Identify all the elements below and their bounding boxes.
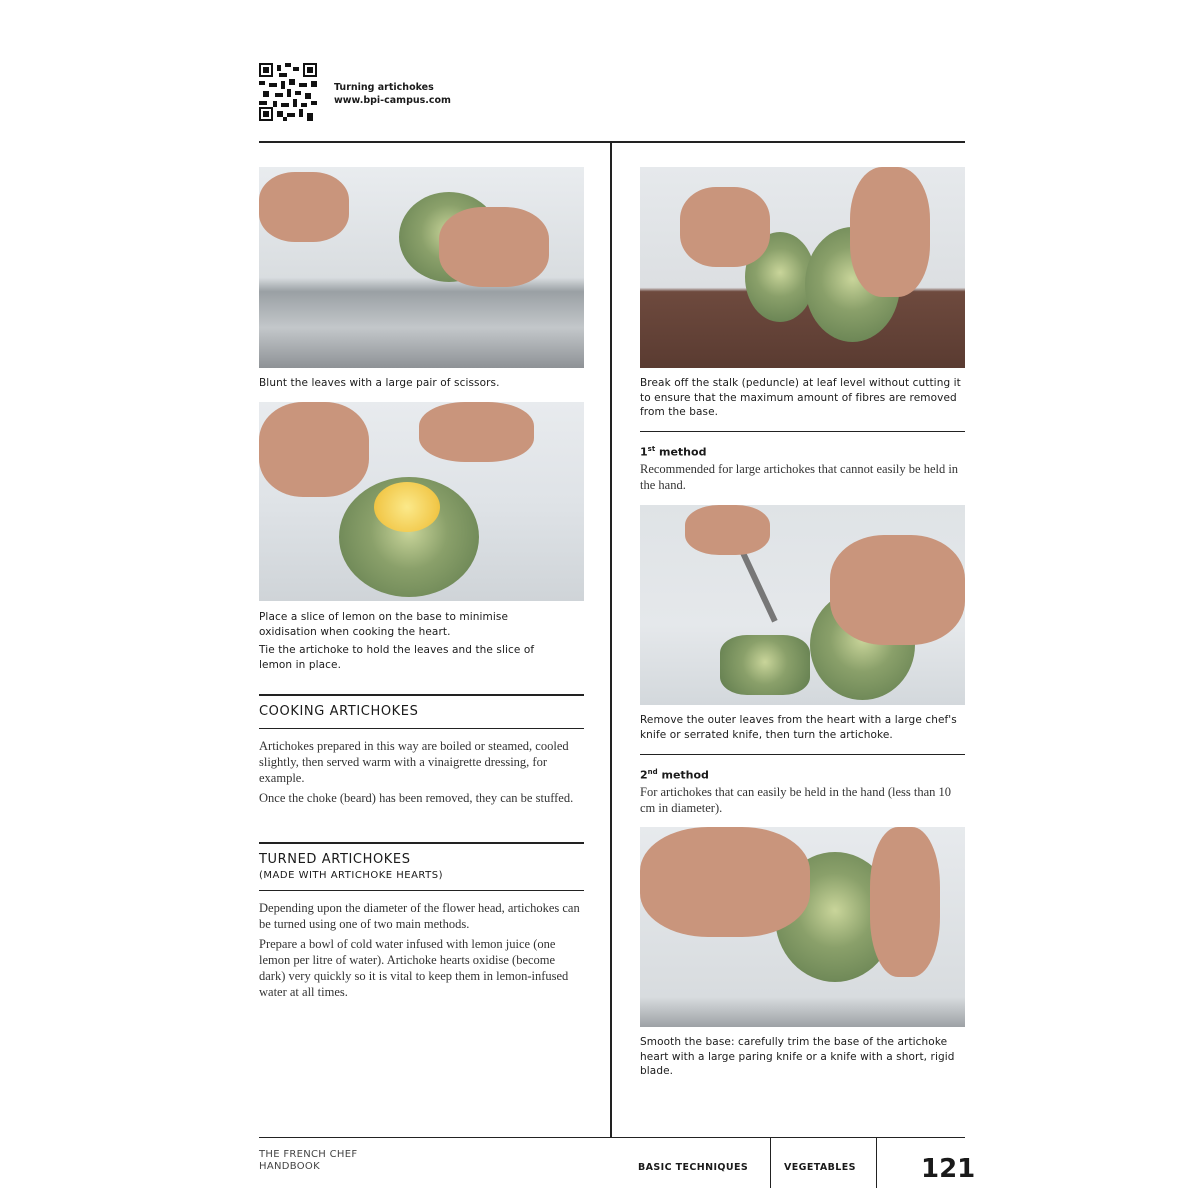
caption-stalk: Break off the stalk (peduncle) at leaf level without cutting it to ensure that the maximum amount of fibres are removed from the base. [640, 377, 961, 418]
footer-rule [259, 1137, 965, 1138]
footer-divider [876, 1138, 877, 1188]
photo-smooth-base [640, 827, 965, 1027]
method-number: 2 [640, 768, 648, 782]
cooking-body [259, 738, 584, 806]
book-title-line: HANDBOOK [259, 1161, 320, 1172]
rule [640, 431, 965, 432]
rule [259, 694, 584, 696]
footer-section: BASIC TECHNIQUES [638, 1162, 749, 1173]
rule [640, 754, 965, 755]
footer-divider [770, 1138, 771, 1188]
rule [259, 842, 584, 844]
method-ordinal: nd [647, 768, 658, 776]
cooking-heading: COOKING ARTICHOKES [259, 704, 419, 719]
header-rule [259, 141, 965, 143]
caption-lemon: Place a slice of lemon on the base to minimise oxidisation when cooking the heart. [259, 611, 509, 638]
qr-url[interactable]: www.bpi-campus.com [334, 95, 451, 106]
turned-subheading: (MADE WITH ARTICHOKE HEARTS) [259, 870, 444, 881]
method2-text: For artichokes that can easily be held in the hand (less than 10 cm in diameter). [640, 785, 952, 815]
qr-code[interactable] [259, 63, 317, 121]
method-ordinal: st [647, 445, 656, 453]
page-number: 121 [921, 1154, 976, 1184]
turned-body [259, 900, 584, 1000]
photo-lemon-slice [259, 402, 584, 601]
method-number: 1 [640, 445, 648, 459]
turned-heading: TURNED ARTICHOKES [259, 852, 411, 867]
paragraph: Artichokes prepared in this way are boiled or steamed, cooled slightly, then served warm with a vinaigrette dressing, for example. [259, 739, 569, 785]
photo-remove-leaves [640, 505, 965, 705]
book-title-line: THE FRENCH CHEF [259, 1149, 358, 1160]
photo-blunting-leaves [259, 167, 584, 368]
method1-text: Recommended for large artichokes that cannot easily be held in the hand. [640, 462, 959, 492]
column-divider [610, 143, 612, 1138]
rule [259, 728, 584, 729]
method-label: method [655, 445, 707, 459]
book-title [259, 1149, 357, 1173]
paragraph: Prepare a bowl of cold water infused with lemon juice (one lemon per litre of water). Artichoke hearts oxidise (become dark) very quickly so it is vital to keep them in lemon-infused water at all times. [259, 937, 569, 999]
footer-chapter: VEGETABLES [784, 1162, 856, 1173]
caption-blunt: Blunt the leaves with a large pair of scissors. [259, 377, 500, 389]
rule [259, 890, 584, 891]
photo-break-stalk [640, 167, 965, 368]
paragraph: Depending upon the diameter of the flower head, artichokes can be turned using one of two main methods. [259, 901, 580, 931]
method-label: method [657, 768, 709, 782]
method2-heading [640, 768, 709, 782]
paragraph: Once the choke (beard) has been removed, they can be stuffed. [259, 791, 574, 805]
caption-smooth-base: Smooth the base: carefully trim the base of the artichoke heart with a large paring knife or a knife with a short, rigid blade. [640, 1036, 955, 1077]
qr-title: Turning artichokes [334, 82, 434, 93]
caption-remove-leaves: Remove the outer leaves from the heart with a large chef's knife or serrated knife, then turn the artichoke. [640, 714, 957, 741]
method1-heading [640, 445, 706, 459]
caption-tie: Tie the artichoke to hold the leaves and the slice of lemon in place. [259, 644, 535, 671]
qr-caption [334, 81, 451, 107]
